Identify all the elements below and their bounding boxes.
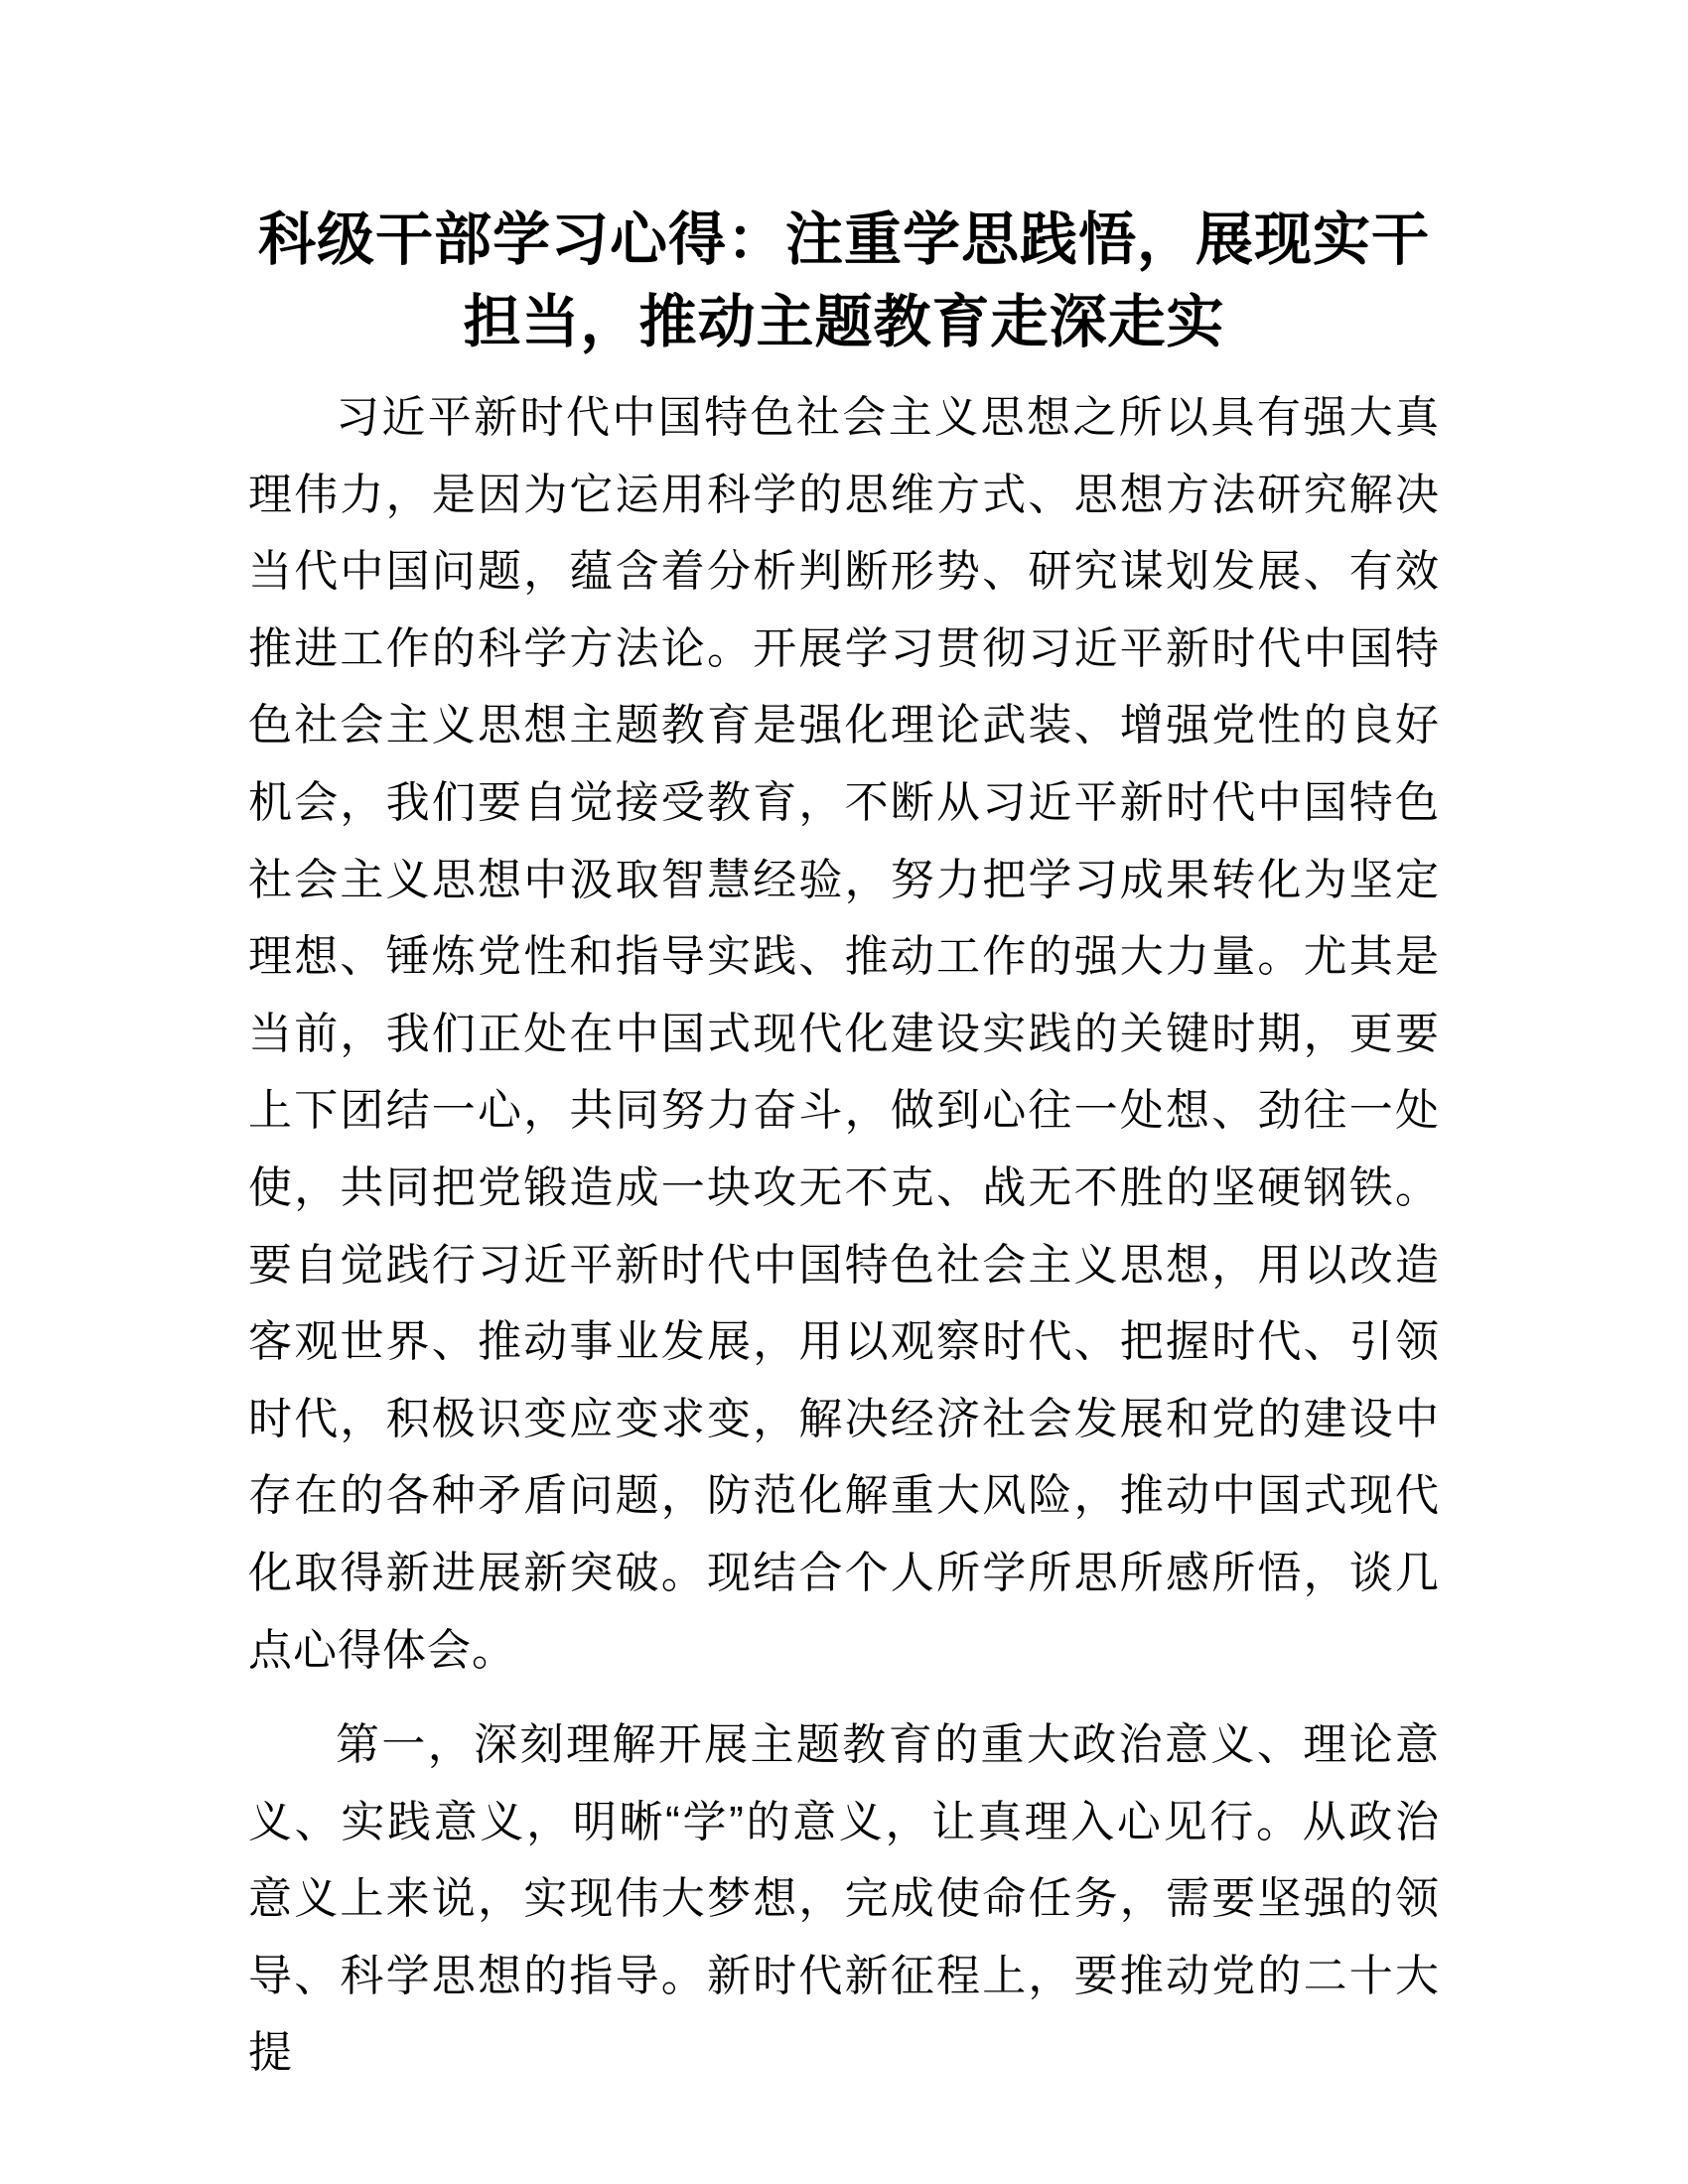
document-title-line-1: 科级干部学习心得：注重学思践悟，展现实干	[257, 207, 1430, 272]
document-title-line-2: 担当，推动主题教育走深走实	[463, 290, 1225, 354]
document-title	[248, 199, 1440, 363]
paragraph-1: 习近平新时代中国特色社会主义思想之所以具有强大真理伟力，是因为它运用科学的思维方式、思想方法研究解决当代中国问题，蕴含着分析判断形势、研究谋划发展、有效推进工作的科学方法论。开展学习贯彻习近平新时代中国特色社会主义思想主题教育是强化理论武装、增强党性的良好机会，我们要自觉接受教育，不断从习近平新时代中国特色社会主义思想中汲取智慧经验，努力把学习成果转化为坚定理想、锤炼党性和指导实践、推动工作的强大力量。尤其是当前，我们正处在中国式现代化建设实践的关键时期，更要上下团结一心，共同努力奋斗，做到心往一处想、劲往一处使，共同把党锻造成一块攻无不克、战无不胜的坚硬钢铁。要自觉践行习近平新时代中国特色社会主义思想，用以改造客观世界、推动事业发展，用以观察时代、把握时代、引领时代，积极识变应变求变，解决经济社会发展和党的建设中存在的各种矛盾问题，防范化解重大风险，推动中国式现代化取得新进展新突破。现结合个人所学所思所感所悟，谈几点心得体会。	[248, 393, 1440, 1675]
paragraph-2: 第一，深刻理解开展主题教育的重大政治意义、理论意义、实践意义，明晰“学”的意义，让真理入心见行。从政治意义上来说，实现伟大梦想，完成使命任务，需要坚强的领导、科学思想的指导。新时代新征程上，要推动党的二十大提	[248, 1720, 1440, 2078]
